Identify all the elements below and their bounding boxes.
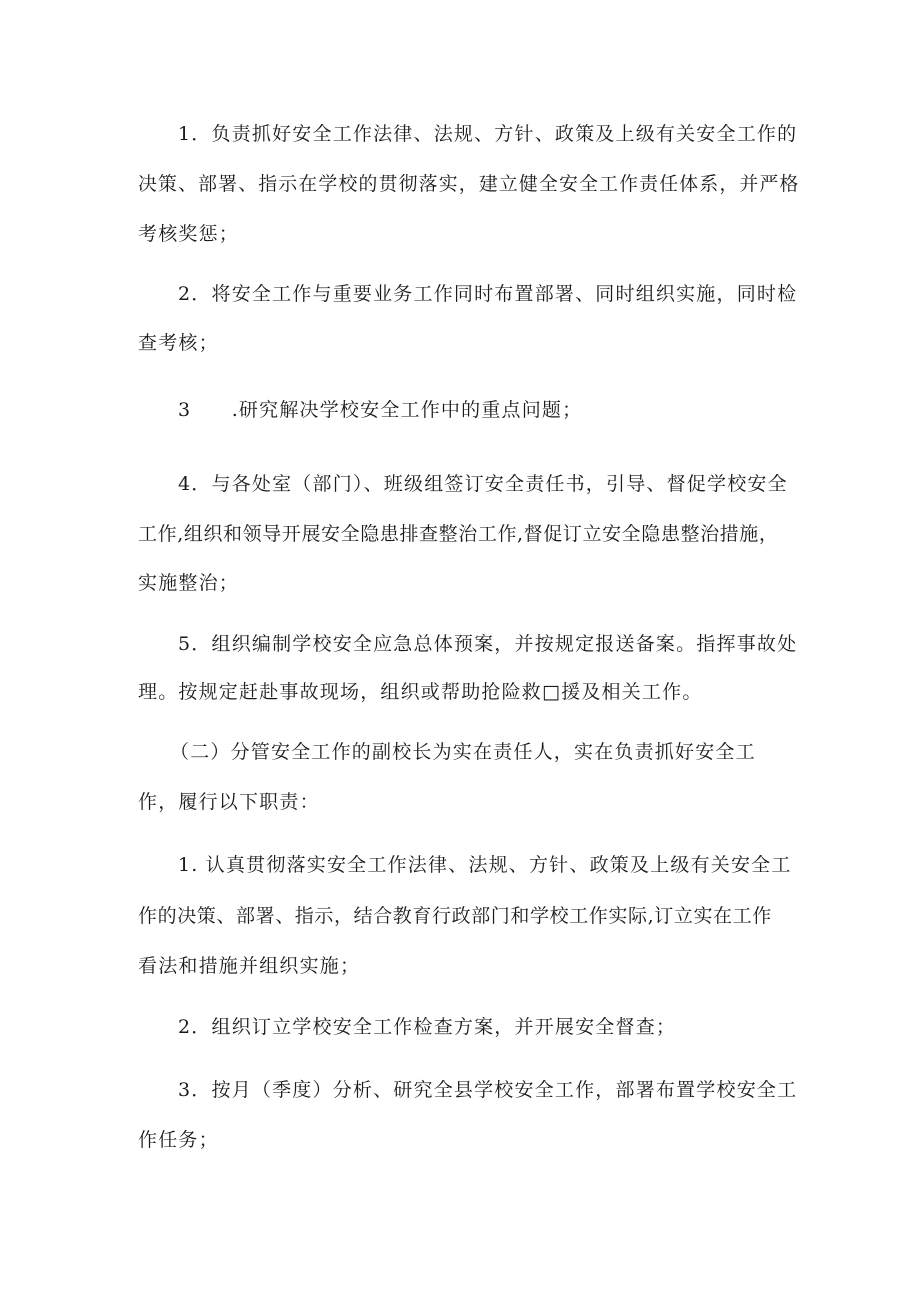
- paragraph-5-line-2: 理。按规定赶赴事故现场，组织或帮助抢险救□援及相关工作。: [138, 681, 703, 703]
- paragraph-5-line-1: 5．组织编制学校安全应急总体预案，并按规定报送备案。指挥事故处: [178, 633, 798, 655]
- sub-item-3-line-2: 作任务；: [138, 1129, 219, 1151]
- section-2-heading-line-1: （二）分管安全工作的副校长为实在责任人，实在负责抓好安全工: [170, 741, 756, 763]
- paragraph-2-line-2: 查考核；: [138, 332, 219, 354]
- paragraph-1-line-1: 1．负责抓好安全工作法律、法规、方针、政策及上级有关安全工作的: [178, 123, 798, 145]
- paragraph-4-line-2: 工作,组织和领导开展安全隐患排查整治工作,督促订立安全隐患整治措施，: [138, 523, 779, 545]
- paragraph-2-line-1: 2．将安全工作与重要业务工作同时布置部署、同时组织实施，同时检: [178, 283, 798, 305]
- paragraph-3-line-1: 3 .研究解决学校安全工作中的重点问题；: [178, 399, 583, 421]
- sub-item-1-line-3: 看法和措施并组织实施；: [138, 955, 361, 977]
- paragraph-1-line-2: 决策、部署、指示在学校的贯彻落实，建立健全安全工作责任体系，并严格: [138, 173, 800, 195]
- sub-item-3-line-1: 3．按月（季度）分析、研究全县学校安全工作，部署布置学校安全工: [178, 1079, 798, 1101]
- sub-item-1-line-1: 1. 认真贯彻落实安全工作法律、法规、方针、政策及上级有关安全工: [178, 854, 792, 876]
- paragraph-1-line-3: 考核奖惩；: [138, 223, 240, 245]
- paragraph-4-line-3: 实施整治；: [138, 572, 240, 594]
- sub-item-1-line-2: 作的决策、部署、指示，结合教育行政部门和学校工作实际,订立实在工作: [138, 905, 772, 927]
- section-2-heading-line-2: 作，履行以下职责：: [138, 791, 320, 813]
- paragraph-4-line-1: 4．与各处室（部门）、班级组签订安全责任书，引导、督促学校安全: [178, 473, 788, 495]
- sub-item-2-line-1: 2．组织订立学校安全工作检查方案，并开展安全督查；: [178, 1016, 677, 1038]
